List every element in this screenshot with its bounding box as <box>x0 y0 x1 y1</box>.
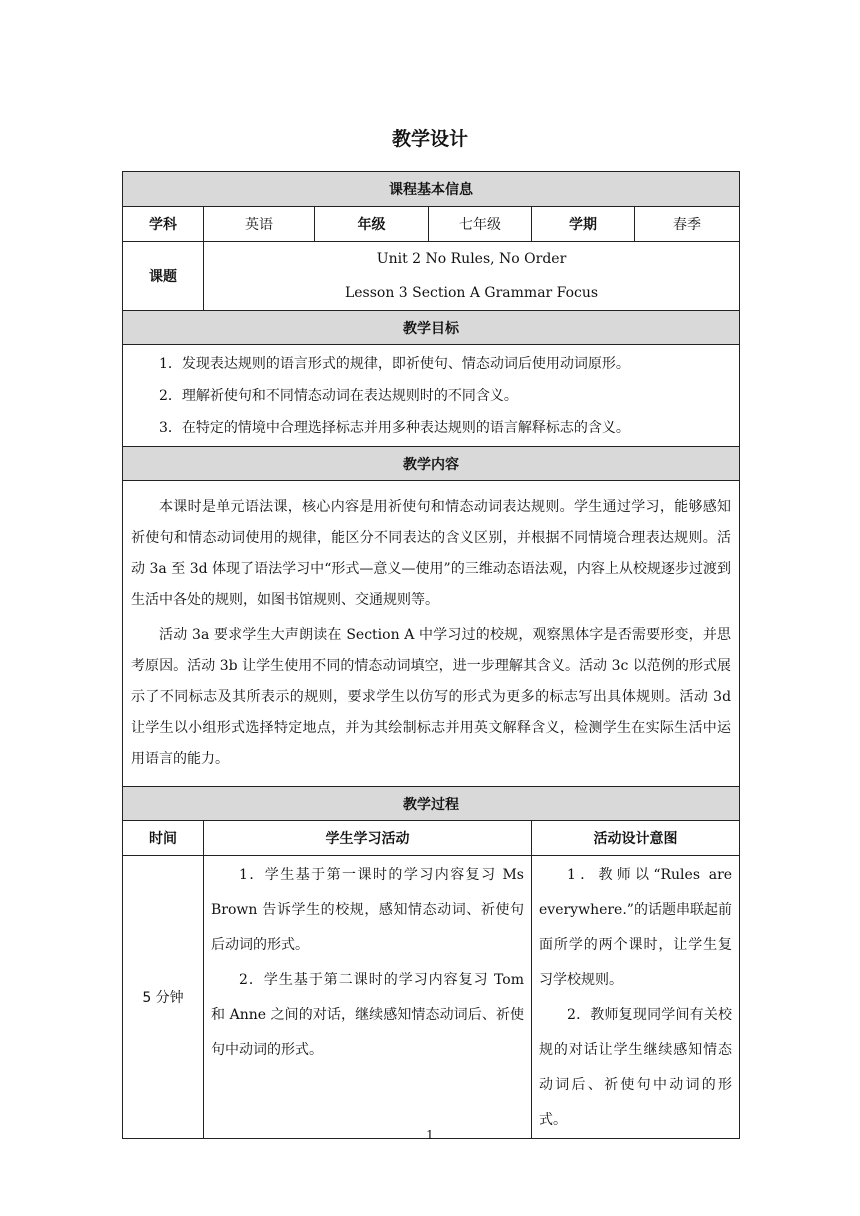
process-col-time: 时间 <box>123 821 204 856</box>
process-row-activity <box>204 856 532 1139</box>
content-body <box>123 481 740 787</box>
activity-paragraph: 2．学生基于第二课时的学习内容复习 Tom 和 Anne 之间的对话，继续感知情态动词后、祈使句中动词的形式。 <box>211 972 524 1058</box>
activity-paragraph: 1．学生基于第一课时的学习内容复习 Ms Brown 告诉学生的校规，感知情态动词、祈使句后动词的形式。 <box>211 867 524 953</box>
process-row-time: 5 分钟 <box>123 856 204 1139</box>
topic-line-2: Lesson 3 Section A Grammar Focus <box>344 285 599 301</box>
grade-value: 七年级 <box>429 207 532 242</box>
intent-paragraph: 1．教师以“Rules are everywhere.”的话题串联起前面所学的两个课时，让学生复习学校规则。 <box>539 867 733 988</box>
topic-value <box>204 242 740 311</box>
grade-label: 年级 <box>315 207 429 242</box>
objective-item: 2．理解祈使句和不同情态动词在表达规则时的不同含义。 <box>159 387 518 404</box>
content-paragraph: 本课时是单元语法课，核心内容是用祈使句和情态动词表达规则。学生通过学习，能够感知祈使句和情态动词使用的规律，能区分不同表达的含义区别，并根据不同情境合理表达规则。活动 3a 至 3d 体现了语法学习中“形式—意义—使用”的三维动态语法观，内容上从校规逐步过渡到生活中各处的规则，如图书馆规则、交通规则等。 <box>131 499 732 608</box>
page-number: 1 <box>426 1128 434 1142</box>
process-row-intent <box>532 856 740 1139</box>
content-header: 教学内容 <box>123 447 740 481</box>
lesson-plan-table <box>122 171 740 1139</box>
intent-paragraph: 2．教师复现同学间有关校规的对话让学生继续感知情态动词后、祈使句中动词的形式。 <box>539 1007 733 1128</box>
term-label: 学期 <box>532 207 635 242</box>
topic-line-1: Unit 2 No Rules, No Order <box>376 251 567 267</box>
content-paragraph: 活动 3a 要求学生大声朗读在 Section A 中学习过的校规，观察黑体字是否需要形变，并思考原因。活动 3b 让学生使用不同的情态动词填空，进一步理解其含义。活动 3c 以范例的形式展示了不同标志及其所表示的规则，要求学生以仿写的形式为更多的标志写出具体规则。活动 3d 让学生以小组形式选择特定地点，并为其绘制标志并用英文解释含义，检测学生在实际生活中运用语言的能力。 <box>131 627 732 767</box>
subject-label: 学科 <box>123 207 204 242</box>
objective-item: 1．发现表达规则的语言形式的规律，即祈使句、情态动词后使用动词原形。 <box>159 355 630 372</box>
subject-value: 英语 <box>204 207 315 242</box>
objectives-header: 教学目标 <box>123 311 740 345</box>
process-col-activity: 学生学习活动 <box>204 821 532 856</box>
topic-label: 课题 <box>123 242 204 311</box>
term-value: 春季 <box>635 207 740 242</box>
document-title: 教学设计 <box>391 128 468 150</box>
process-header: 教学过程 <box>123 787 740 821</box>
basic-info-header: 课程基本信息 <box>123 172 740 207</box>
objective-item: 3．在特定的情境中合理选择标志并用多种表达规则的语言解释标志的含义。 <box>159 419 630 436</box>
objectives-list <box>123 345 740 447</box>
process-col-intent: 活动设计意图 <box>532 821 740 856</box>
